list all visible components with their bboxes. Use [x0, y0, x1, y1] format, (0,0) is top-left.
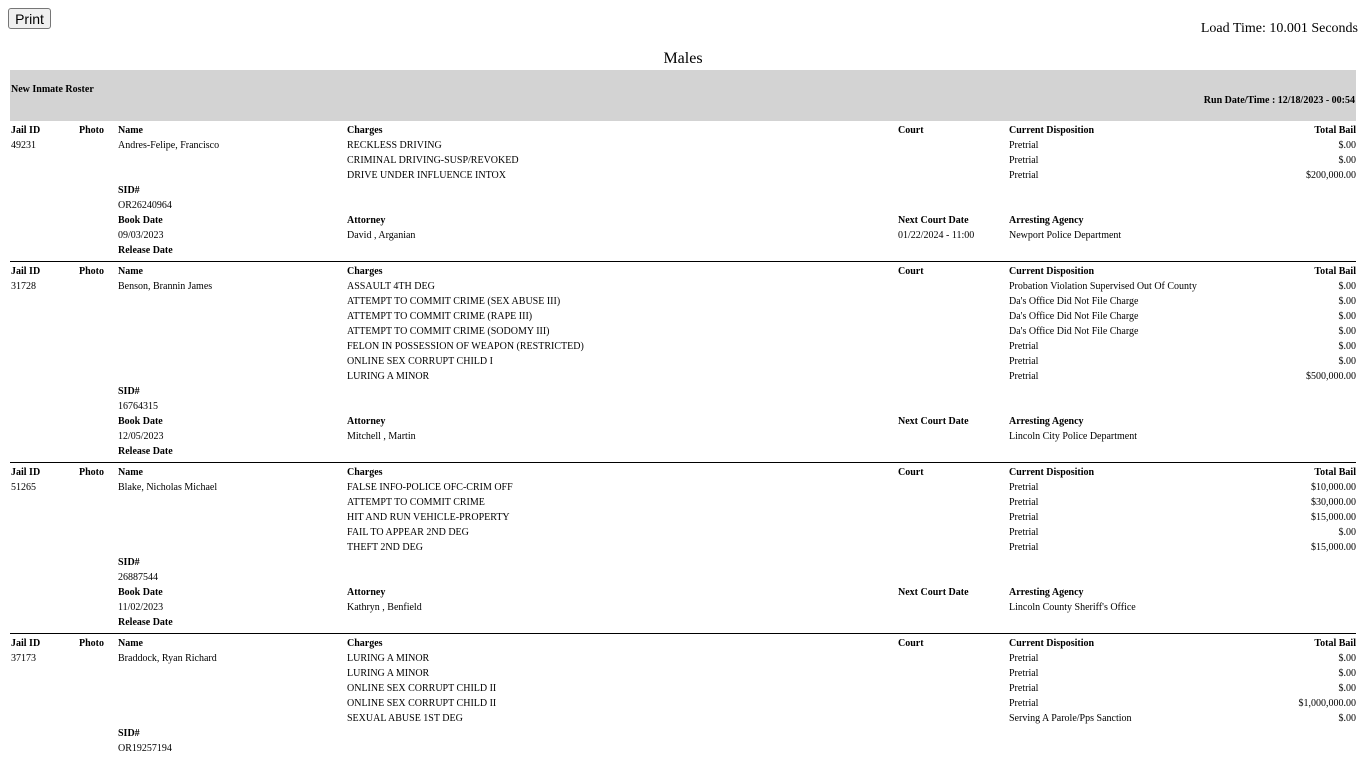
jail-id-header: Jail ID — [11, 467, 41, 478]
inmate-name: Blake, Nicholas Michael — [118, 482, 218, 493]
attorney-label: Attorney — [347, 416, 386, 427]
sid-label-row — [10, 183, 1356, 198]
record-header-row — [10, 123, 1356, 138]
total-bail: $.00 — [1338, 356, 1356, 367]
charge-row — [10, 681, 1356, 696]
book-header-row — [10, 414, 1356, 429]
charge-row — [10, 525, 1356, 540]
court-header: Court — [898, 638, 924, 649]
charges-header: Charges — [347, 266, 383, 277]
arresting-agency-label: Arresting Agency — [1009, 215, 1084, 226]
total-bail: $.00 — [1338, 281, 1356, 292]
total-bail: $30,000.00 — [1311, 497, 1356, 508]
total-bail-header: Total Bail — [1314, 266, 1356, 277]
sid-value-row — [10, 741, 1356, 756]
charge-row — [10, 651, 1356, 666]
current-disposition: Pretrial — [1009, 341, 1039, 352]
book-value-row — [10, 429, 1356, 444]
record-header-row — [10, 264, 1356, 279]
charges-header: Charges — [347, 638, 383, 649]
inmate-records — [10, 121, 1356, 759]
charge-row — [10, 279, 1356, 294]
total-bail: $.00 — [1338, 140, 1356, 151]
next-court-date: 01/22/2024 - 11:00 — [898, 230, 975, 241]
charge: ONLINE SEX CORRUPT CHILD I — [347, 356, 493, 367]
inmate-record — [10, 463, 1356, 634]
inmate-record — [10, 121, 1356, 262]
release-row — [10, 444, 1356, 459]
arresting-agency: Lincoln County Sheriff's Office — [1009, 602, 1136, 613]
current-disposition: Pretrial — [1009, 170, 1039, 181]
jail-id-header: Jail ID — [11, 125, 41, 136]
sid-label: SID# — [118, 386, 140, 397]
name-header: Name — [118, 467, 143, 478]
current-disposition: Pretrial — [1009, 140, 1039, 151]
charge: RECKLESS DRIVING — [347, 140, 442, 151]
total-bail: $.00 — [1338, 311, 1356, 322]
total-bail: $.00 — [1338, 341, 1356, 352]
attorney: David , Arganian — [347, 230, 416, 241]
inmate-name: Benson, Brannin James — [118, 281, 213, 292]
sid-value: 26887544 — [118, 572, 158, 583]
charge: SEXUAL ABUSE 1ST DEG — [347, 713, 463, 724]
charge-row — [10, 294, 1356, 309]
inmate-record — [10, 634, 1356, 759]
sid-value-row — [10, 399, 1356, 414]
total-bail: $500,000.00 — [1306, 371, 1356, 382]
roster-title: New Inmate Roster — [11, 84, 94, 95]
roster-header — [10, 70, 1356, 121]
book-date: 11/02/2023 — [118, 602, 164, 613]
disposition-header: Current Disposition — [1009, 266, 1095, 277]
charge: CRIMINAL DRIVING-SUSP/REVOKED — [347, 155, 519, 166]
jail-id: 49231 — [11, 140, 36, 151]
jail-id: 37173 — [11, 653, 36, 664]
charges-header: Charges — [347, 467, 383, 478]
charge: FAIL TO APPEAR 2ND DEG — [347, 527, 469, 538]
court-header: Court — [898, 266, 924, 277]
release-row — [10, 243, 1356, 258]
sid-value: 16764315 — [118, 401, 158, 412]
attorney-label: Attorney — [347, 215, 386, 226]
page-title: Males — [663, 50, 703, 67]
book-header-row — [10, 213, 1356, 228]
total-bail: $.00 — [1338, 713, 1356, 724]
sid-label-row — [10, 726, 1356, 741]
sid-label-row — [10, 384, 1356, 399]
inmate-name: Andres-Felipe, Francisco — [118, 140, 220, 151]
attorney-label: Attorney — [347, 587, 386, 598]
total-bail: $.00 — [1338, 683, 1356, 694]
current-disposition: Pretrial — [1009, 512, 1039, 523]
charge-row — [10, 324, 1356, 339]
current-disposition: Pretrial — [1009, 482, 1039, 493]
name-header: Name — [118, 125, 143, 136]
charge: HIT AND RUN VEHICLE-PROPERTY — [347, 512, 510, 523]
book-date-label: Book Date — [118, 587, 163, 598]
current-disposition: Pretrial — [1009, 542, 1039, 553]
book-value-row — [10, 228, 1356, 243]
sid-value-row — [10, 570, 1356, 585]
total-bail: $200,000.00 — [1306, 170, 1356, 181]
total-bail: $10,000.00 — [1311, 482, 1356, 493]
book-value-row — [10, 600, 1356, 615]
charge-row — [10, 339, 1356, 354]
name-header: Name — [118, 266, 143, 277]
load-time: Load Time: 10.001 Seconds — [1200, 21, 1358, 36]
charge: ATTEMPT TO COMMIT CRIME (SODOMY III) — [347, 326, 550, 337]
court-header: Court — [898, 467, 924, 478]
book-date: 09/03/2023 — [118, 230, 164, 241]
book-date-label: Book Date — [118, 215, 163, 226]
charge-row — [10, 510, 1356, 525]
current-disposition: Da's Office Did Not File Charge — [1009, 326, 1139, 337]
charge: ATTEMPT TO COMMIT CRIME (RAPE III) — [347, 311, 533, 322]
sid-value: OR26240964 — [118, 200, 172, 211]
charge: FELON IN POSSESSION OF WEAPON (RESTRICTED) — [347, 341, 584, 352]
disposition-header: Current Disposition — [1009, 638, 1095, 649]
release-date-label: Release Date — [118, 617, 173, 628]
arresting-agency-label: Arresting Agency — [1009, 587, 1084, 598]
arresting-agency: Newport Police Department — [1009, 230, 1122, 241]
total-bail-header: Total Bail — [1314, 467, 1356, 478]
sid-value: OR19257194 — [118, 743, 172, 754]
release-date-label: Release Date — [118, 245, 173, 256]
sid-label: SID# — [118, 185, 140, 196]
sid-label-row — [10, 555, 1356, 570]
attorney: Kathryn , Benfield — [347, 602, 422, 613]
total-bail: $.00 — [1338, 668, 1356, 679]
sid-value-row — [10, 198, 1356, 213]
charge-row — [10, 168, 1356, 183]
jail-id-header: Jail ID — [11, 266, 41, 277]
arresting-agency-label: Arresting Agency — [1009, 416, 1084, 427]
sid-label: SID# — [118, 557, 140, 568]
current-disposition: Pretrial — [1009, 698, 1039, 709]
photo-header: Photo — [79, 638, 104, 649]
book-date: 12/05/2023 — [118, 431, 164, 442]
jail-id: 31728 — [11, 281, 36, 292]
charge-row — [10, 666, 1356, 681]
charge-row — [10, 309, 1356, 324]
next-court-date-label: Next Court Date — [898, 215, 969, 226]
current-disposition: Pretrial — [1009, 668, 1039, 679]
total-bail-header: Total Bail — [1314, 125, 1356, 136]
total-bail: $.00 — [1338, 653, 1356, 664]
photo-header: Photo — [79, 266, 104, 277]
current-disposition: Probation Violation Supervised Out Of County — [1009, 281, 1197, 292]
court-header: Court — [898, 125, 924, 136]
photo-header: Photo — [79, 125, 104, 136]
charges-header: Charges — [347, 125, 383, 136]
charge-row — [10, 138, 1356, 153]
release-date-label: Release Date — [118, 446, 173, 457]
current-disposition: Pretrial — [1009, 527, 1039, 538]
total-bail: $15,000.00 — [1311, 512, 1356, 523]
arresting-agency: Lincoln City Police Department — [1009, 431, 1138, 442]
total-bail: $1,000,000.00 — [1298, 698, 1356, 709]
charge-row — [10, 369, 1356, 384]
charge-row — [10, 480, 1356, 495]
charge: FALSE INFO-POLICE OFC-CRIM OFF — [347, 482, 513, 493]
book-header-row — [10, 585, 1356, 600]
inmate-name: Braddock, Ryan Richard — [118, 653, 217, 664]
current-disposition: Pretrial — [1009, 155, 1039, 166]
total-bail-header: Total Bail — [1314, 638, 1356, 649]
print-button[interactable]: Print — [8, 8, 51, 29]
total-bail: $.00 — [1338, 296, 1356, 307]
disposition-header: Current Disposition — [1009, 125, 1095, 136]
charge: LURING A MINOR — [347, 653, 430, 664]
charge: DRIVE UNDER INFLUENCE INTOX — [347, 170, 506, 181]
current-disposition: Serving A Parole/Pps Sanction — [1009, 713, 1132, 724]
charge: ATTEMPT TO COMMIT CRIME (SEX ABUSE III) — [347, 296, 561, 307]
jail-id-header: Jail ID — [11, 638, 41, 649]
next-court-date-label: Next Court Date — [898, 416, 969, 427]
charge-row — [10, 711, 1356, 726]
current-disposition: Pretrial — [1009, 653, 1039, 664]
total-bail: $.00 — [1338, 155, 1356, 166]
charge-row — [10, 540, 1356, 555]
charge: LURING A MINOR — [347, 371, 430, 382]
current-disposition: Da's Office Did Not File Charge — [1009, 296, 1139, 307]
charge-row — [10, 495, 1356, 510]
charge-row — [10, 696, 1356, 711]
total-bail: $15,000.00 — [1311, 542, 1356, 553]
total-bail: $.00 — [1338, 527, 1356, 538]
jail-id: 51265 — [11, 482, 36, 493]
current-disposition: Pretrial — [1009, 371, 1039, 382]
charge: ASSAULT 4TH DEG — [347, 281, 435, 292]
charge: ONLINE SEX CORRUPT CHILD II — [347, 683, 497, 694]
charge: ONLINE SEX CORRUPT CHILD II — [347, 698, 497, 709]
current-disposition: Pretrial — [1009, 683, 1039, 694]
charge: THEFT 2ND DEG — [347, 542, 423, 553]
inmate-record — [10, 262, 1356, 463]
photo-header: Photo — [79, 467, 104, 478]
record-header-row — [10, 636, 1356, 651]
current-disposition: Pretrial — [1009, 497, 1039, 508]
record-header-row — [10, 465, 1356, 480]
charge-row — [10, 153, 1356, 168]
book-date-label: Book Date — [118, 416, 163, 427]
current-disposition: Da's Office Did Not File Charge — [1009, 311, 1139, 322]
next-court-date-label: Next Court Date — [898, 587, 969, 598]
attorney: Mitchell , Martin — [347, 431, 416, 442]
run-date: Run Date/Time : 12/18/2023 - 00:54 — [1203, 95, 1355, 106]
charge: LURING A MINOR — [347, 668, 430, 679]
charge: ATTEMPT TO COMMIT CRIME — [347, 497, 485, 508]
name-header: Name — [118, 638, 143, 649]
total-bail: $.00 — [1338, 326, 1356, 337]
current-disposition: Pretrial — [1009, 356, 1039, 367]
release-row — [10, 615, 1356, 630]
disposition-header: Current Disposition — [1009, 467, 1095, 478]
charge-row — [10, 354, 1356, 369]
sid-label: SID# — [118, 728, 140, 739]
